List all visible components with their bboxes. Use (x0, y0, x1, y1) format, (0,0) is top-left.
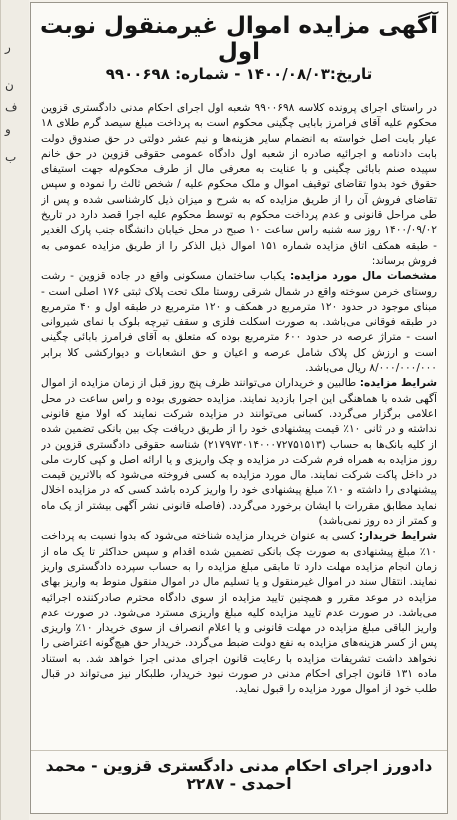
terms-heading: شرایط مزایده: (359, 377, 437, 390)
notice-title: آگهی مزایده اموال غیرمنقول نوبت اول (39, 13, 439, 65)
auction-terms (41, 376, 437, 529)
specs-heading: مشخصات مال مورد مزایده: (289, 270, 437, 283)
notice-signature: دادورز اجرای احکام مدنی دادگستری قزوین - محمد احمدی - ۲۲۸۷ (31, 750, 447, 793)
terms-text: طالبین و خریداران می‌توانند ظرف پنج روز قبل از زمان مزایده از اموال آگهی شده با هماهنگی این اجرا بازدید نمایند. مزایده حضوری بوده و راس ساعت در محل اعلامی برگزار می‌گردد. کسانی می‌توانند در مزایده شرکت نمایند که اولا منع قانونی نداشته و در ثانی ۱۰٪ قیمت پیشنهادی خود را از طریق دریافت چک بین بانکی تضمین شده از کلیه بانک‌ها به حساب (۲۱۷۹۷۳۰۱۴۰۰۰۷۲۷۵۱۵۱۳) شناسه حقوقی دادگستری قزوین در روز مزایده به همراه فرم شرکت در مزایده و چک واریزی و یا ارائه اصل و کپی کارت ملی در داخل پاکت شرکت نمایند. مال مورد مزایده به کسی فروخته می‌شود که بالاترین قیمت پیشنهادی را داشته و ۱۰٪ مبلغ پیشنهادی خود را واریز کرده باشد کسی که در مزایده اخلال نماید مطابق مقررات با ایشان برخورد می‌گردد. (فاصله قانونی نشر آگهی بیشتر از یک ماه و کمتر از ده روز نمی‌باشد) (41, 377, 437, 528)
buyer-text: کسی به عنوان خریدار مزایده شناخته می‌شود که بدوا نسبت به پرداخت ۱۰٪ مبلغ پیشنهادی به صورت چک بانکی تضمین شده اقدام و سپس حداکثر تا یک ماه از زمان انجام مزایده مهلت دارد تا مابقی مبلغ مزایده را به حساب سپرده دادگستری واریز نمایند. انتقال سند در اموال غیرمنقول و یا تسلیم مال در اموال منقول منوط به واریز بهای مزایده در موعد مقرر و همچنین تایید مزایده از سوی دادگاه محترم صادرکننده اجرائیه می‌باشد. در صورت عدم تایید مزایده کلیه مبلغ واریزی مسترد می‌شود. در صورت عدم واریز الباقی مبلغ مزایده در مهلت قانونی و یا اعلام انصراف از سوی خریدار ۱۰٪ واریزی پس از کسر هزینه‌های مزایده به نفع دولت ضبط می‌گردد. خریدار حق هیچ‌گونه اعتراضی را نخواهد داشت تشریفات مزایده با رعایت قانون اجرای مدنی اجرا خواهد شد. به استناد ماده ۱۳۱ قانون اجرای احکام مدنی در صورت نبود خریدار، طلبکار نیز می‌تواند در قبال طلب خود از اموال مورد مزایده را قبول نماید. (41, 530, 437, 696)
edge-fragment: ب (5, 150, 17, 164)
intro-paragraph: در راستای اجرای پرونده کلاسه ۹۹۰۰۶۹۸ شعبه اول اجرای احکام مدنی دادگستری قزوین محکوم علیه آقای فرامرز بابایی چگینی محکوم است به پرداخت مبلغ سیصد گرم طلای ۱۸ عیار بابت اصل خواسته به انضمام سایر هزینه‌ها و نیم عشر دولتی در حق صندوق دولت بابت دادنامه و اجرائیه صادره از شعبه اول دادگاه عمومی حقوقی قزوین در حق خانم سپیده صنم بابائی چگینی و با عنایت به معرفی مال از طرف محکوم‌له جهت استیفای حقوق خود بدوا تقاضای توقیف اموال و ملک محکوم علیه / شخص ثالث را نموده و سپس تقاضای فروش آن را از طریق مزایده که به شرح و میزان ذیل کارشناسی شده و پس از طی مراحل قانونی و عدم پرداخت محکوم به توسط محکوم علیه اجرا قصد دارد در تاریخ ۱۴۰۰/۰۹/۰۲ روز سه شنبه راس ساعت ۱۰ صبح در محل خیابان دانشگاه جنب پارک الغدیر - طبقه همکف اتاق مزایده شماره ۱۵۱ اموال ذیل الذکر را از طریق مزایده عمومی به فروش برساند: (41, 102, 437, 267)
buyer-terms (41, 529, 437, 697)
specs-text: یکباب ساختمان مسکونی واقع در جاده قزوین - رشت روستای خرمن سوخته واقع در شمال شرقی روستا ملک تحت پلاک ثبتی ۱۷۶ اصلی است - مبنای موجود در حدود ۱۲۰ مترمربع در همکف و ۱۲۰ مترمربع در طبقه اول و ۴۰ مترمربع در طبقه فوقانی می‌باشد. به صورت اسکلت فلزی و سقف تیرچه بلوک با نمای شیروانی است - متراژ عرصه در حدود ۶۰۰ مترمربع بوده که متعلق به آقای فرامرز بابائی چگینی است و ارزش کل پلاک شامل عرصه و اعیان و حق انشعابات و دیوارکشی کلا برابر ۸/۰۰۰/۰۰۰/۰۰۰ ریال می‌باشد. (41, 270, 437, 375)
adjacent-page-strip (0, 0, 29, 820)
property-specs (41, 269, 437, 376)
auction-notice (30, 2, 448, 814)
notice-body (41, 101, 437, 781)
edge-fragment: ن (5, 78, 14, 92)
edge-fragment: ف (5, 100, 18, 114)
buyer-heading: شرایط خریدار: (358, 530, 437, 543)
notice-date-number: تاریخ:۱۴۰۰/۰۸/۰۳ - شماره: ۹۹۰۰۶۹۸ (105, 65, 373, 83)
edge-fragment: ر (5, 40, 11, 54)
edge-fragment: و (5, 122, 11, 136)
